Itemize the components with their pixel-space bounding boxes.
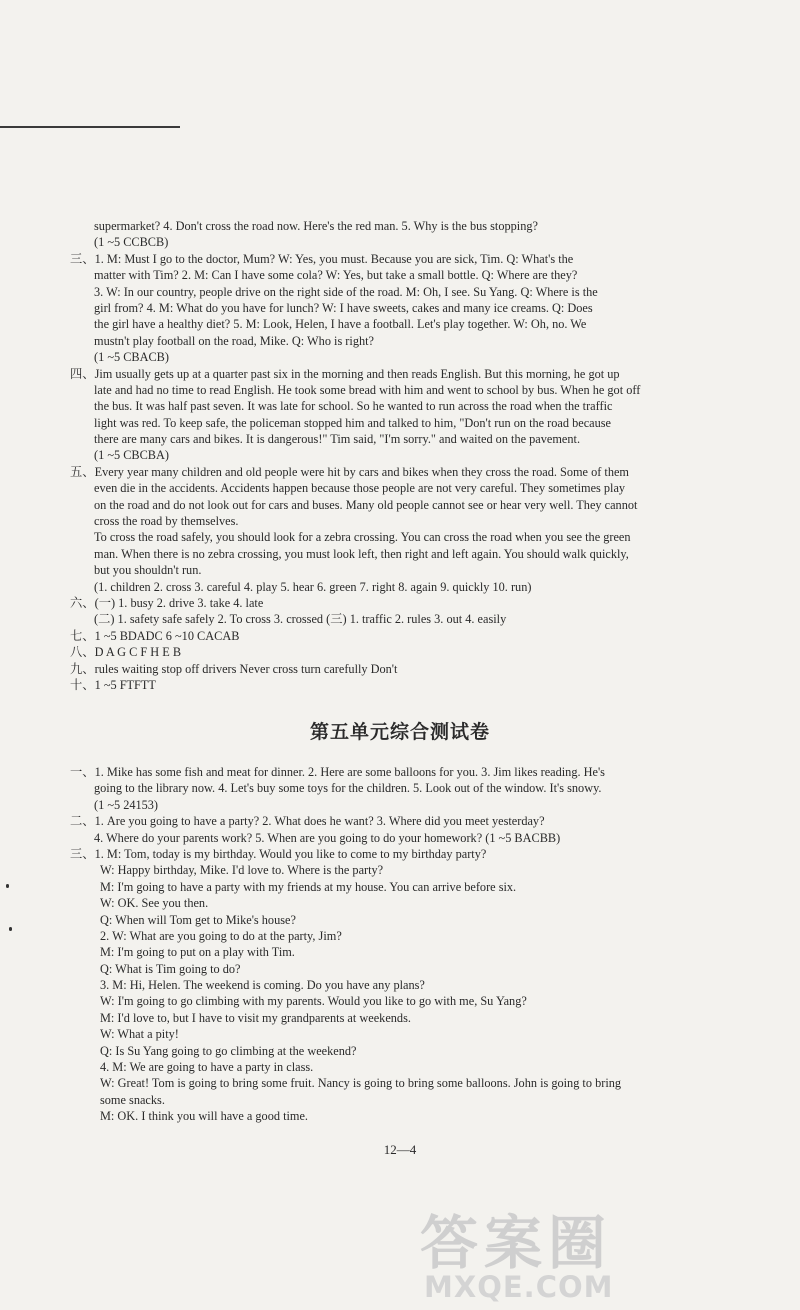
answer-key-line: (1 ~5 24153) xyxy=(94,797,159,812)
dialogue-line: 2. W: What are you going to do at the party, Jim? xyxy=(100,928,342,943)
text-line: even die in the accidents. Accidents happen because those people are not very careful. They sometimes play xyxy=(94,481,626,496)
dialogue-line: W: What a pity! xyxy=(100,1027,179,1042)
answer-key-line: (1 ~5 CBACB) xyxy=(94,350,169,365)
text-line: mustn't play football on the road, Mike. Q: Who is right? xyxy=(94,333,374,348)
text-line: To cross the road safely, you should look for a zebra crossing. You can cross the road when you see the green xyxy=(94,530,631,545)
section-5-line: 五、Every year many children and old people were hit by cars and bikes when they cross the road. Some of them xyxy=(70,464,629,479)
text-line: 3. W: In our country, people drive on the right side of the road. M: Oh, I see. Su Yang. Q: Where is the xyxy=(94,284,598,299)
text-line: but you shouldn't run. xyxy=(94,563,202,578)
answer-key-line: (1. children 2. cross 3. careful 4. play 5. hear 6. green 7. right 8. again 9. quickly 10. run) xyxy=(94,579,532,594)
text-line: supermarket? 4. Don't cross the road now. Here's the red man. 5. Why is the bus stopping? xyxy=(94,219,538,233)
text-line: light was red. To keep safe, the policeman stopped him and talked to him, "Don't run on the road because xyxy=(94,415,612,430)
section-7-line: 七、1 ~5 BDADC 6 ~10 CACAB xyxy=(70,628,240,643)
section-4-line: 四、Jim usually gets up at a quarter past six in the morning and then reads English. But this morning, he got up xyxy=(70,366,620,381)
text-line: late and had no time to read English. He took some bread with him and went to school by bus. When he got off xyxy=(94,382,641,397)
dialogue-line: 4. M: We are going to have a party in class. xyxy=(100,1060,314,1075)
scan-speck xyxy=(9,927,12,931)
text-line: there are many cars and bikes. It is dangerous!" Tim said, "I'm sorry." and waited on the pavement. xyxy=(94,432,581,447)
section-2-line: 二、1. Are you going to have a party? 2. What does he want? 3. Where did you meet yesterday? xyxy=(70,814,545,829)
dialogue-line: M: I'm going to have a party with my friends at my house. You can arrive before six. xyxy=(100,879,517,894)
section-6-line: 六、(一) 1. busy 2. drive 3. take 4. late xyxy=(70,595,264,610)
dialogue-line: some snacks. xyxy=(100,1092,165,1107)
section-10-line: 十、1 ~5 FTFTT xyxy=(70,677,156,692)
dialogue-line: 3. M: Hi, Helen. The weekend is coming. Do you have any plans? xyxy=(100,978,425,993)
question-line: Q: Is Su Yang going to go climbing at the weekend? xyxy=(100,1043,357,1058)
text-line: on the road and do not look out for cars and buses. Many old people cannot see or hear very well. They cannot xyxy=(94,497,638,512)
section-9-line: 九、rules waiting stop off drivers Never cross turn carefully Don't xyxy=(70,661,398,676)
dialogue-line: W: Happy birthday, Mike. I'd love to. Where is the party? xyxy=(100,863,384,878)
lower-answer-section xyxy=(70,764,720,1125)
section-3-line: 三、1. M: Must I go to the doctor, Mum? W: Yes, you must. Because you are sick, Tim. Q: What's the xyxy=(70,251,574,266)
text-line: 4. Where do your parents work? 5. When are you going to do your homework? (1 ~5 BACBB) xyxy=(94,830,561,845)
upper-answer-section xyxy=(70,218,720,693)
text-line: the bus. It was half past seven. It was late for school. So he wanted to run across the road when the traffic xyxy=(94,399,613,414)
dialogue-line: M: I'm going to put on a play with Tim. xyxy=(100,945,295,960)
unit-5-test-title: 第五单元综合测试卷 xyxy=(309,721,490,743)
dialogue-line: W: OK. See you then. xyxy=(100,896,209,911)
scan-speck xyxy=(6,884,9,888)
text-line: (二) 1. safety safe safely 2. To cross 3. crossed (三) 1. traffic 2. rules 3. out 4. easily xyxy=(94,612,507,627)
question-line: Q: What is Tim going to do? xyxy=(100,961,241,976)
watermark-logo: 答案圈 xyxy=(420,1209,613,1277)
site-watermark xyxy=(420,1209,790,1304)
answer-key-line: (1 ~5 CBCBA) xyxy=(94,448,169,463)
section-3-line: 三、1. M: Tom, today is my birthday. Would you like to come to my birthday party? xyxy=(70,846,487,861)
text-line: girl from? 4. M: What do you have for lunch? W: I have sweets, cakes and many ice creams. Q: Does xyxy=(94,300,593,315)
text-line: cross the road by themselves. xyxy=(94,514,239,529)
text-line: the girl have a healthy diet? 5. M: Look, Helen, I have a football. Let's play together. W: Oh, no. We xyxy=(94,317,587,332)
top-rule xyxy=(0,126,180,128)
page-number: 12—4 xyxy=(383,1142,417,1157)
section-1-line: 一、1. Mike has some fish and meat for dinner. 2. Here are some balloons for you. 3. Jim likes reading. He's xyxy=(70,765,605,779)
section-8-line: 八、D A G C F H E B xyxy=(70,645,182,660)
text-line: going to the library now. 4. Let's buy some toys for the children. 5. Look out of the window. It's snowy. xyxy=(94,781,602,796)
question-line: Q: When will Tom get to Mike's house? xyxy=(100,912,296,927)
watermark-url: MXQE.COM xyxy=(424,1270,614,1304)
text-line: matter with Tim? 2. M: Can I have some cola? W: Yes, but take a small bottle. Q: Where are they? xyxy=(94,268,578,283)
text-line: man. When there is no zebra crossing, you must look left, then right and left again. You should walk quickly, xyxy=(94,546,629,561)
answer-key-line: (1 ~5 CCBCB) xyxy=(94,235,169,250)
dialogue-line: W: I'm going to go climbing with my parents. Would you like to go with me, Su Yang? xyxy=(100,994,527,1009)
dialogue-line: M: OK. I think you will have a good time. xyxy=(100,1109,308,1124)
dialogue-line: M: I'd love to, but I have to visit my grandparents at weekends. xyxy=(100,1010,411,1025)
dialogue-line: W: Great! Tom is going to bring some fruit. Nancy is going to bring some balloons. John is going to bring xyxy=(100,1076,622,1091)
